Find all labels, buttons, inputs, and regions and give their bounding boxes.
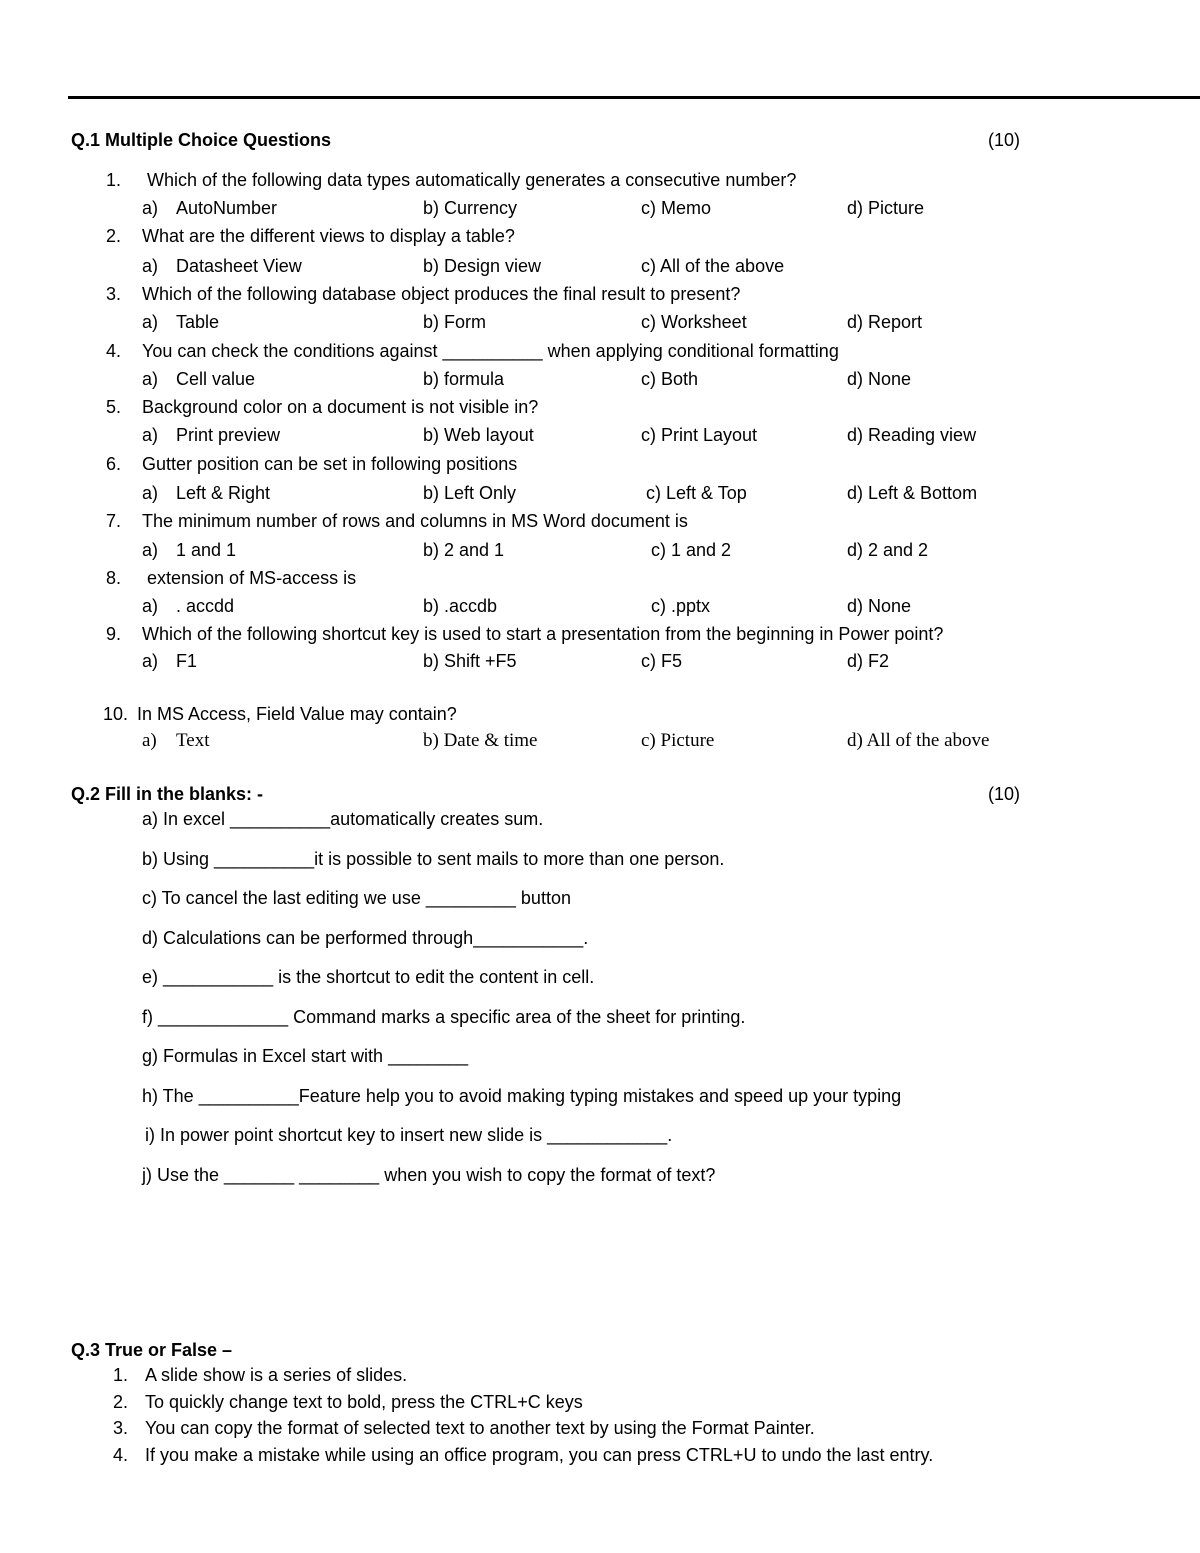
question-text: Which of the following shortcut key is used to start a presentation from the beginning in Power point? [142, 624, 944, 644]
statement-number: 1. [113, 1365, 129, 1385]
fill-blank-item: a) In excel __________automatically creates sum. [142, 809, 544, 829]
answer-option: c) Memo [641, 198, 712, 218]
answer-option: b) Shift +F5 [423, 651, 517, 671]
answer-option: Text [176, 730, 210, 751]
question-text: Which of the following data types automatically generates a consecutive number? [147, 170, 797, 190]
true-false-statement: To quickly change text to bold, press the CTRL+C keys [145, 1392, 583, 1412]
answer-option: d) Reading view [847, 425, 977, 445]
answer-option: d) None [847, 369, 912, 389]
q1-title: Q.1 Multiple Choice Questions [71, 130, 332, 150]
question-text: Which of the following database object produces the final result to present? [142, 284, 741, 304]
answer-option: c) Picture [641, 730, 715, 751]
answer-option: F1 [176, 651, 198, 671]
answer-option: d) F2 [847, 651, 890, 671]
question-number: 6. [106, 454, 122, 474]
fill-blank-item: b) Using __________it is possible to sent mails to more than one person. [142, 849, 725, 869]
answer-option: d) Report [847, 312, 923, 332]
question-number: 10. [103, 704, 129, 724]
q1-marks: (10) [988, 130, 1021, 150]
option-marker: a) [142, 540, 159, 560]
answer-option: Left & Right [176, 483, 271, 503]
fill-blank-item: h) The __________Feature help you to avoid making typing mistakes and speed up your typing [142, 1086, 902, 1106]
answer-option: b) Form [423, 312, 486, 332]
option-marker: a) [142, 369, 159, 389]
question-text: What are the different views to display a table? [142, 226, 515, 246]
question-number: 3. [106, 284, 122, 304]
answer-option: d) Picture [847, 198, 925, 218]
answer-option: Print preview [176, 425, 281, 445]
answer-option: c) Print Layout [641, 425, 758, 445]
option-marker: a) [142, 730, 157, 751]
answer-option: . accdd [176, 596, 235, 616]
option-marker: a) [142, 483, 159, 503]
answer-option: b) Date & time [423, 730, 538, 751]
header-rule [68, 96, 1200, 99]
fill-blank-item: g) Formulas in Excel start with ________ [142, 1046, 469, 1066]
answer-option: c) Worksheet [641, 312, 747, 332]
question-text: extension of MS-access is [147, 568, 357, 588]
answer-option: Cell value [176, 369, 256, 389]
answer-option: c) F5 [641, 651, 683, 671]
question-text: The minimum number of rows and columns in MS Word document is [142, 511, 688, 531]
question-number: 9. [106, 624, 122, 644]
statement-number: 2. [113, 1392, 129, 1412]
fill-blank-item: j) Use the _______ ________ when you wish to copy the format of text? [142, 1165, 716, 1185]
answer-option: Table [176, 312, 220, 332]
answer-option: c) Both [641, 369, 699, 389]
option-marker: a) [142, 198, 159, 218]
question-text: Gutter position can be set in following positions [142, 454, 518, 474]
answer-option: d) All of the above [847, 730, 990, 751]
answer-option: b) .accdb [423, 596, 498, 616]
answer-option: c) 1 and 2 [651, 540, 732, 560]
fill-blank-item: e) ___________ is the shortcut to edit the content in cell. [142, 967, 595, 987]
question-number: 2. [106, 226, 122, 246]
answer-option: b) 2 and 1 [423, 540, 505, 560]
question-number: 5. [106, 397, 122, 417]
answer-option: Datasheet View [176, 256, 302, 276]
answer-option: b) Currency [423, 198, 518, 218]
question-number: 4. [106, 341, 122, 361]
answer-option: c) Left & Top [646, 483, 747, 503]
fill-blank-item: c) To cancel the last editing we use _________ button [142, 888, 571, 908]
answer-option: d) Left & Bottom [847, 483, 978, 503]
answer-option: c) .pptx [651, 596, 711, 616]
answer-option: b) formula [423, 369, 505, 389]
fill-blank-item: d) Calculations can be performed through___________. [142, 928, 589, 948]
answer-option: d) None [847, 596, 912, 616]
question-text: Background color on a document is not visible in? [142, 397, 539, 417]
statement-number: 4. [113, 1445, 129, 1465]
answer-option: c) All of the above [641, 256, 785, 276]
answer-option: b) Left Only [423, 483, 517, 503]
q2-title: Q.2 Fill in the blanks: - [71, 784, 264, 804]
option-marker: a) [142, 651, 159, 671]
answer-option: b) Web layout [423, 425, 534, 445]
q2-marks: (10) [988, 784, 1021, 804]
answer-option: 1 and 1 [176, 540, 237, 560]
fill-blank-item: i) In power point shortcut key to insert new slide is ____________. [145, 1125, 673, 1145]
true-false-statement: If you make a mistake while using an office program, you can press CTRL+U to undo the last entry. [145, 1445, 934, 1465]
answer-option: AutoNumber [176, 198, 278, 218]
option-marker: a) [142, 596, 159, 616]
question-number: 7. [106, 511, 122, 531]
true-false-statement: A slide show is a series of slides. [145, 1365, 408, 1385]
question-number: 1. [106, 170, 122, 190]
fill-blank-item: f) _____________ Command marks a specific area of the sheet for printing. [142, 1007, 746, 1027]
true-false-statement: You can copy the format of selected text to another text by using the Format Painter. [145, 1418, 815, 1438]
q3-title: Q.3 True or False – [71, 1340, 233, 1360]
answer-option: d) 2 and 2 [847, 540, 929, 560]
option-marker: a) [142, 312, 159, 332]
option-marker: a) [142, 425, 159, 445]
option-marker: a) [142, 256, 159, 276]
statement-number: 3. [113, 1418, 129, 1438]
answer-option: b) Design view [423, 256, 542, 276]
question-number: 8. [106, 568, 122, 588]
question-text: You can check the conditions against __________ when applying conditional formatting [142, 341, 839, 361]
question-text: In MS Access, Field Value may contain? [137, 704, 457, 724]
